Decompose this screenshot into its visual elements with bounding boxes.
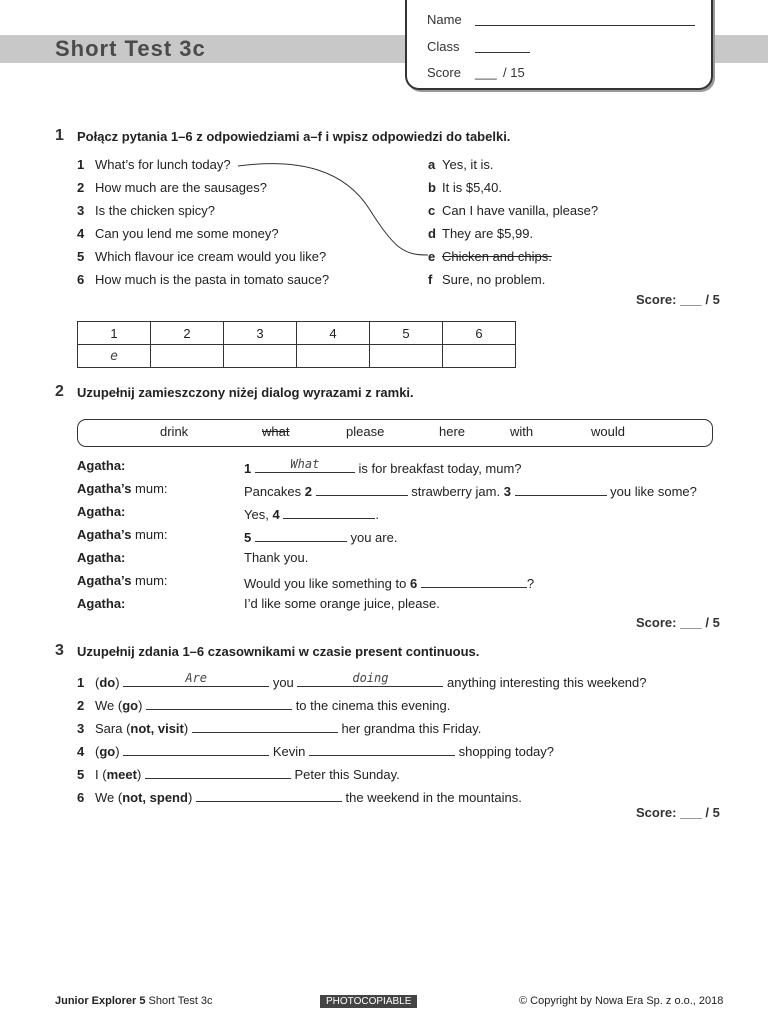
table-answer-cell[interactable]	[224, 345, 297, 368]
exercise-item-1: 1 (do) Are you doing anything interesting this weekend?	[77, 671, 647, 690]
question-item: 2 How much are the sausages?	[77, 180, 267, 195]
answer-item: d They are $5,99.	[428, 226, 534, 241]
table-answer-cell[interactable]	[443, 345, 516, 368]
dialog-speaker: Agatha:	[77, 596, 126, 611]
dialog-blank-6[interactable]	[421, 573, 527, 588]
table-header-cell: 4	[297, 322, 370, 345]
name-label: Name	[427, 12, 462, 27]
question-item: 6 How much is the pasta in tomato sauce?	[77, 272, 330, 287]
score-blank: ___	[475, 65, 497, 80]
exercise-item-2: 2 We (go) to the cinema this evening.	[77, 695, 450, 713]
answer-table	[77, 321, 516, 368]
dialog-blank-5[interactable]	[255, 527, 347, 542]
section-1-number: 1	[55, 127, 64, 144]
table-header-cell: 6	[443, 322, 516, 345]
word-with: with	[510, 424, 534, 439]
blank-6[interactable]	[196, 787, 342, 802]
answer-item: f Sure, no problem.	[428, 272, 546, 287]
page-title: Short Test 3c	[55, 36, 206, 61]
dialog-blank-1[interactable]: What	[255, 458, 355, 473]
word-drink: drink	[160, 424, 189, 439]
section-3-instruction: Uzupełnij zdania 1–6 czasownikami w czasie present continuous.	[77, 644, 480, 659]
section-3-score: Score: ___ / 5	[636, 805, 720, 820]
table-header-cell: 1	[78, 322, 151, 345]
table-answer-cell[interactable]	[151, 345, 224, 368]
blank-1a[interactable]: Are	[123, 672, 269, 687]
word-here: here	[439, 424, 466, 439]
dialog-blank-4[interactable]	[283, 504, 375, 519]
dialog-line: 5 you are.	[244, 527, 397, 545]
dialog-line: Yes, 4 .	[244, 504, 379, 522]
dialog-blank-2[interactable]	[316, 481, 408, 496]
answer-item: a Yes, it is.	[428, 157, 494, 172]
score-total: / 15	[503, 65, 525, 80]
exercise-item-3: 3 Sara (not, visit) her grandma this Friday.	[77, 718, 481, 736]
section-3-number: 3	[55, 642, 64, 659]
dialog-speaker: Agatha:	[77, 550, 126, 565]
section-2-instruction: Uzupełnij zamieszczony niżej dialog wyrazami z ramki.	[77, 385, 414, 400]
table-header-cell: 5	[370, 322, 443, 345]
table-header-cell: 3	[224, 322, 297, 345]
table-answer-cell[interactable]	[297, 345, 370, 368]
blank-1b[interactable]: doing	[297, 672, 443, 687]
word-would: would	[591, 424, 625, 439]
answer-item: c Can I have vanilla, please?	[428, 203, 599, 218]
question-item: 4 Can you lend me some money?	[77, 226, 279, 241]
dialog-speaker: Agatha:	[77, 504, 126, 519]
dialog-speaker: Agatha’s mum:	[77, 527, 168, 542]
section-1-score: Score: ___ / 5	[636, 292, 720, 307]
score-label: Score	[427, 65, 461, 80]
word-please: please	[346, 424, 385, 439]
answer-item: e Chicken and chips.	[428, 249, 552, 264]
dialog-line: Would you like something to 6 ?	[244, 573, 534, 591]
blank-3[interactable]	[192, 718, 338, 733]
exercise-item-4: 4 (go) Kevin shopping today?	[77, 741, 554, 759]
table-answer-cell[interactable]	[370, 345, 443, 368]
blank-4a[interactable]	[123, 741, 269, 756]
dialog-line: Pancakes 2 strawberry jam. 3 you like some?	[244, 481, 697, 499]
dialog-speaker: Agatha:	[77, 458, 126, 473]
class-label: Class	[427, 39, 460, 54]
exercise-item-6: 6 We (not, spend) the weekend in the mountains.	[77, 787, 522, 805]
dialog-line: 1 What is for breakfast today, mum?	[244, 457, 522, 476]
table-header-cell: 2	[151, 322, 224, 345]
copyright: © Copyright by Nowa Era Sp. z o.o., 2018	[519, 995, 724, 1007]
table-answer-cell[interactable]: e	[78, 345, 151, 368]
section-2-number: 2	[55, 383, 64, 400]
section-2-score: Score: ___ / 5	[636, 615, 720, 630]
word-what: what	[262, 424, 290, 439]
blank-5[interactable]	[145, 764, 291, 779]
photocopiable-badge: PHOTOCOPIABLE	[320, 995, 417, 1008]
blank-2[interactable]	[146, 695, 292, 710]
footer-book: Junior Explorer 5 Short Test 3c	[55, 995, 213, 1007]
question-item: 5 Which flavour ice cream would you like?	[77, 249, 327, 264]
question-item: 1 What’s for lunch today?	[77, 157, 231, 172]
blank-4b[interactable]	[309, 741, 455, 756]
section-1-instruction: Połącz pytania 1–6 z odpowiedziami a–f i wpisz odpowiedzi do tabelki.	[77, 129, 511, 144]
dialog-line: I’d like some orange juice, please.	[244, 596, 440, 611]
dialog-blank-3[interactable]	[515, 481, 607, 496]
exercise-item-5: 5 I (meet) Peter this Sunday.	[77, 764, 400, 782]
dialog-line: Thank you.	[244, 550, 309, 565]
answer-item: b It is $5,40.	[428, 180, 502, 195]
question-item: 3 Is the chicken spicy?	[77, 203, 215, 218]
dialog-speaker: Agatha’s mum:	[77, 481, 168, 496]
dialog-speaker: Agatha’s mum:	[77, 573, 168, 588]
